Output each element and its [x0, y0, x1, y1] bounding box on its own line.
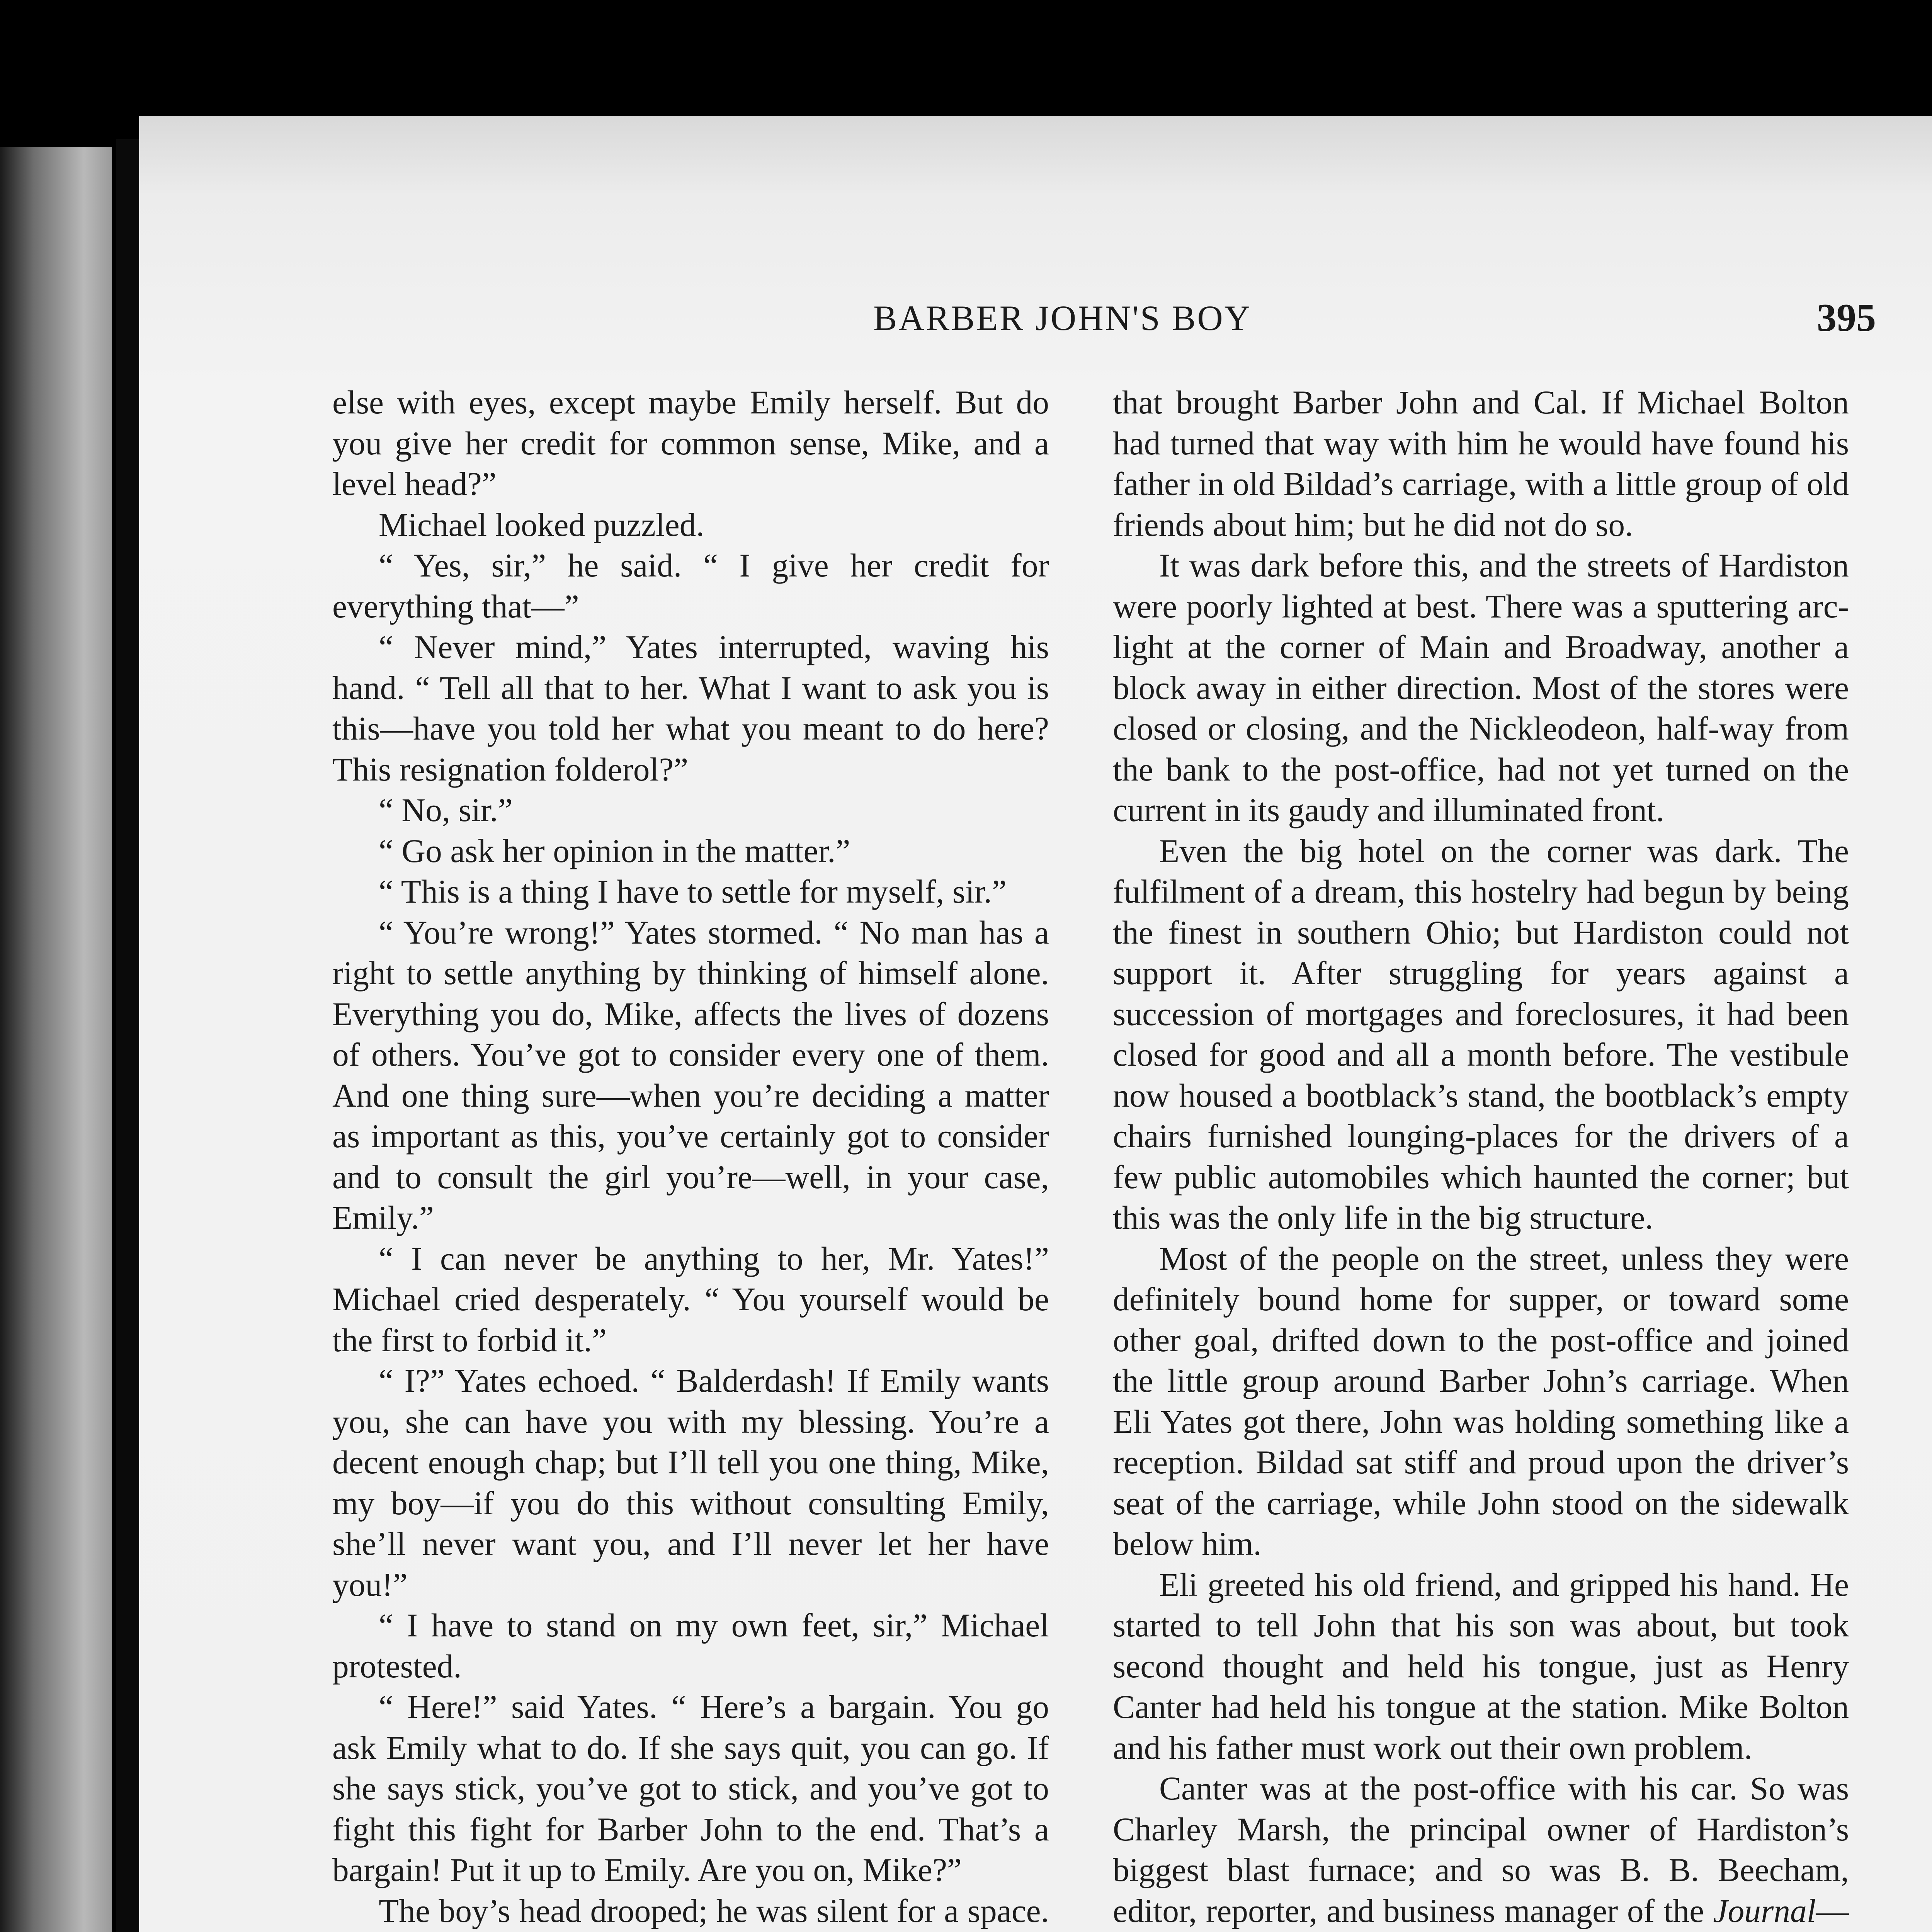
paragraph: Most of the people on the street, unless they were definitely bound home for supper, or toward some other goal, drifted down to the post-office and joined the little group around Barber John’s carriage. When Eli Yates got there, John was holding something like a reception. Bildad sat stiff and proud upon the driver’s seat of the carriage, while John stood on the sidewalk below him. — [1113, 1240, 1849, 1562]
paragraph: that brought Barber John and Cal. If Michael Bolton had turned that way with him he would have found his father in old Bildad’s carriage, with a little group of old friends about him; but he did not do so. — [1113, 384, 1849, 543]
paragraph: “ I have to stand on my own feet, sir,” Michael protested. — [332, 1607, 1049, 1685]
paragraph-text: Canter was at the post-office with his car. So was Charley Marsh, the principal owner of Hardiston’s biggest blast furnace; and so was B. B. Beecham, editor, reporter, and business manager of the — [1113, 1770, 1849, 1929]
book-page — [139, 116, 1932, 1932]
left-text-column — [332, 383, 1049, 1932]
newspaper-title: Journal — [1713, 1893, 1816, 1929]
paragraph: Michael looked puzzled. — [379, 507, 704, 543]
paragraph: “ Never mind,” Yates interrupted, waving his hand. “ Tell all that to her. What I want to ask you is this—have you told her what you meant to do here? This resignation folderol?” — [332, 629, 1049, 788]
paragraph: “ I?” Yates echoed. “ Balderdash! If Emily wants you, she can have you with my blessing. You’re a decent enough chap; but I’ll tell you one thing, Mike, my boy—if you do this without consulting Emily, she’ll never want you, and I’ll never let her have you!” — [332, 1363, 1049, 1603]
paragraph — [1113, 1769, 1849, 1932]
paragraph: “ Go ask her opinion in the matter.” — [379, 833, 850, 869]
paragraph: “ I can never be anything to her, Mr. Yates!” Michael cried desperately. “ You yourself would be the first to forbid it.” — [332, 1240, 1049, 1359]
previous-page-edge — [0, 147, 112, 1932]
paragraph: Eli greeted his old friend, and gripped his hand. He started to tell John that his son was about, but took second thought and held his tongue, just as Henry Canter had held his tongue at the station. Mike Bolton and his father must work out their own problem. — [1113, 1566, 1849, 1766]
running-title: BARBER JOHN'S BOY — [873, 298, 1252, 338]
paragraph: The boy’s head drooped; he was silent for a space. — [379, 1893, 1049, 1929]
right-paragraphs — [1113, 383, 1849, 1769]
paragraph: “ You’re wrong!” Yates stormed. “ No man has a right to settle anything by thinking of himself alone. Everything you do, Mike, affects the lives of dozens of others. You’ve got to consider every one of them. And one thing sure—when you’re deciding a matter as important as this, you’ve certainly got to consider and to consult the girl you’re—well, in your case, Emily.” — [332, 914, 1049, 1236]
book-gutter — [116, 139, 139, 1932]
right-text-column — [1113, 383, 1849, 1932]
page-number: 395 — [1817, 296, 1876, 340]
paragraph: “ Here!” said Yates. “ Here’s a bargain. You go ask Emily what to do. If she says quit, you can go. If she says stick, you’ve got to stick, and you’ve got to fight this fight for Barber John to the end. That’s a bargain! Put it up to Emily. Are you on, Mike?” — [332, 1689, 1049, 1888]
paragraph: “ Yes, sir,” he said. “ I give her credit for everything that—” — [332, 548, 1049, 625]
paragraph: It was dark before this, and the streets of Hardiston were poorly lighted at best. There was a sputtering arc-light at the corner of Main and Broadway, another a block away in either direction. Most of the stores were closed or closing, and the Nickleodeon, half-way from the bank to the post-office, had not yet turned on the current in its gaudy and illuminated front. — [1113, 548, 1849, 828]
paragraph: “ This is a thing I have to settle for myself, sir.” — [379, 874, 1007, 910]
paragraph: else with eyes, except maybe Emily herself. But do you give her credit for common sense, Mike, and a level head?” — [332, 384, 1049, 502]
paragraph: “ No, sir.” — [379, 792, 513, 828]
page-header — [139, 298, 1932, 352]
paragraph: Even the big hotel on the corner was dark. The fulfilment of a dream, this hostelry had begun by being the finest in southern Ohio; but Hardiston could not support it. After struggling for years against a succession of mortgages and foreclosures, it had been closed for good and all a month before. The vestibule now housed a bootblack’s stand, the bootblack’s empty chairs furnished lounging-places for the drivers of a few public automobiles which haunted the corner; but this was the only life in the big structure. — [1113, 833, 1849, 1236]
left-paragraphs — [332, 383, 1049, 1932]
paragraph-text: — — [1816, 1893, 1849, 1929]
